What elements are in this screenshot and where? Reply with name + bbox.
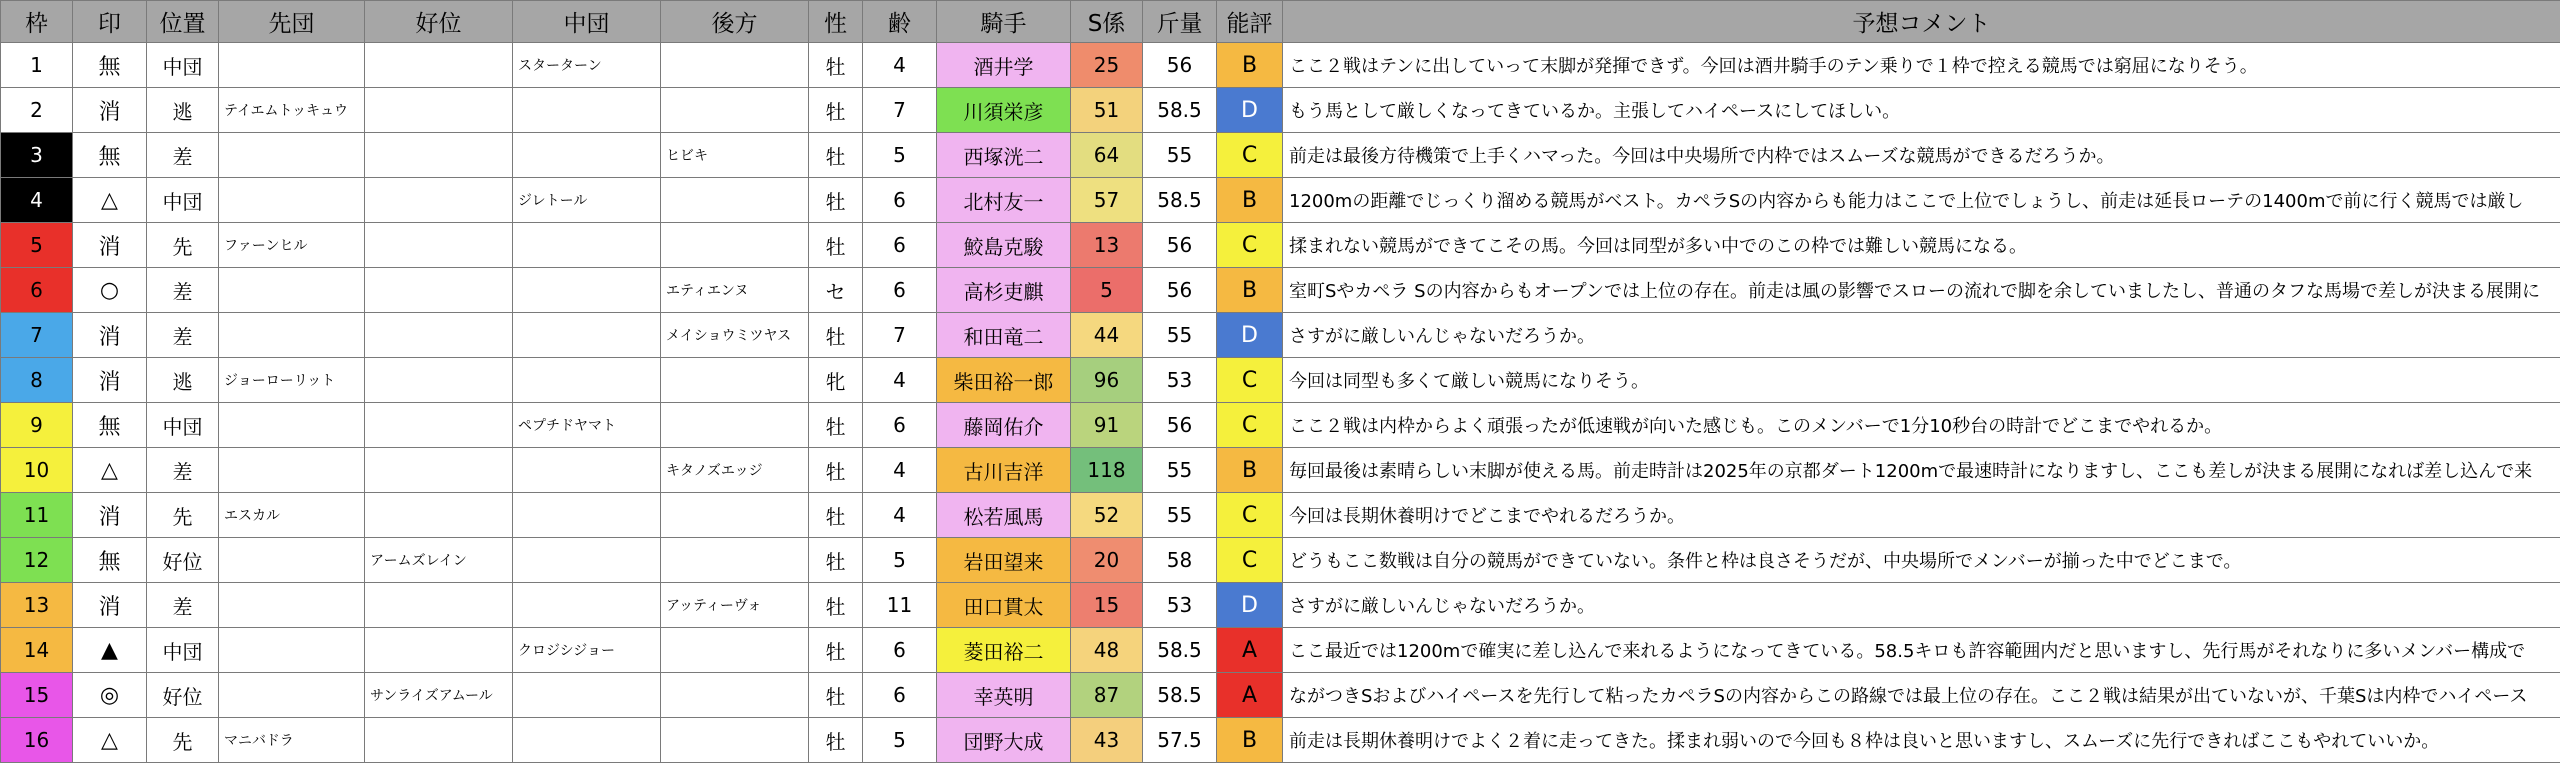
- s-index-cell: 96: [1071, 358, 1143, 403]
- koho-cell: [661, 358, 809, 403]
- sex-cell: 牡: [809, 628, 863, 673]
- age-cell: 5: [863, 538, 937, 583]
- s-index-cell: 64: [1071, 133, 1143, 178]
- s-index-cell: 57: [1071, 178, 1143, 223]
- table-row: [1, 538, 2560, 583]
- weight-cell: 55: [1143, 133, 1217, 178]
- chudan-cell: スターターン: [513, 43, 661, 88]
- koho-cell: [661, 673, 809, 718]
- position-cell: 逃: [147, 88, 219, 133]
- weight-cell: 53: [1143, 358, 1217, 403]
- waku-cell: 9: [1, 403, 73, 448]
- sex-cell: 牝: [809, 358, 863, 403]
- mark-cell: ▲: [73, 628, 147, 673]
- waku-cell: 14: [1, 628, 73, 673]
- koi-cell: [365, 223, 513, 268]
- s-index-cell: 87: [1071, 673, 1143, 718]
- jockey-cell: 田口貫太: [937, 583, 1071, 628]
- comment-cell: ながつきSおよびハイペースを先行して粘ったカペラSの内容からこの路線では最上位の存在。ここ２戦は結果が出ていないが、千葉Sは内枠でハイペース: [1283, 673, 2560, 718]
- age-cell: 11: [863, 583, 937, 628]
- sendan-cell: マニバドラ: [219, 718, 365, 763]
- column-header: 好位: [365, 1, 513, 43]
- age-cell: 6: [863, 178, 937, 223]
- table-row: [1, 133, 2560, 178]
- age-cell: 6: [863, 673, 937, 718]
- column-header: 斤量: [1143, 1, 1217, 43]
- sendan-cell: [219, 673, 365, 718]
- koho-cell: [661, 538, 809, 583]
- age-cell: 7: [863, 313, 937, 358]
- comment-cell: 揉まれない競馬ができてこその馬。今回は同型が多い中でのこの枠では難しい競馬になる。: [1283, 223, 2560, 268]
- jockey-cell: 酒井学: [937, 43, 1071, 88]
- age-cell: 6: [863, 403, 937, 448]
- sex-cell: 牡: [809, 673, 863, 718]
- comment-cell: さすがに厳しいんじゃないだろうか。: [1283, 583, 2560, 628]
- jockey-cell: 高杉吏麒: [937, 268, 1071, 313]
- s-index-cell: 91: [1071, 403, 1143, 448]
- table-row: [1, 628, 2560, 673]
- mark-cell: △: [73, 718, 147, 763]
- jockey-cell: 柴田裕一郎: [937, 358, 1071, 403]
- position-cell: 差: [147, 133, 219, 178]
- column-header: 後方: [661, 1, 809, 43]
- rating-cell: C: [1217, 358, 1283, 403]
- sex-cell: セ: [809, 268, 863, 313]
- koi-cell: [365, 403, 513, 448]
- s-index-cell: 118: [1071, 448, 1143, 493]
- age-cell: 4: [863, 493, 937, 538]
- weight-cell: 53: [1143, 583, 1217, 628]
- table-body: [1, 43, 2560, 763]
- s-index-cell: 48: [1071, 628, 1143, 673]
- comment-cell: ここ最近では1200mで確実に差し込んで来れるようになってきている。58.5キロも許容範囲内だと思いますし、先行馬がそれなりに多いメンバー構成で: [1283, 628, 2560, 673]
- position-cell: 中団: [147, 178, 219, 223]
- chudan-cell: [513, 448, 661, 493]
- sex-cell: 牡: [809, 178, 863, 223]
- age-cell: 5: [863, 718, 937, 763]
- comment-cell: 今回は同型も多くて厳しい競馬になりそう。: [1283, 358, 2560, 403]
- comment-cell: もう馬として厳しくなってきているか。主張してハイペースにしてほしい。: [1283, 88, 2560, 133]
- comment-cell: 今回は長期休養明けでどこまでやれるだろうか。: [1283, 493, 2560, 538]
- jockey-cell: 菱田裕二: [937, 628, 1071, 673]
- koho-cell: アッティーヴォ: [661, 583, 809, 628]
- sex-cell: 牡: [809, 493, 863, 538]
- waku-cell: 8: [1, 358, 73, 403]
- sex-cell: 牡: [809, 223, 863, 268]
- weight-cell: 56: [1143, 223, 1217, 268]
- koi-cell: [365, 718, 513, 763]
- waku-cell: 13: [1, 583, 73, 628]
- waku-cell: 16: [1, 718, 73, 763]
- column-header: 騎手: [937, 1, 1071, 43]
- jockey-cell: 古川吉洋: [937, 448, 1071, 493]
- jockey-cell: 北村友一: [937, 178, 1071, 223]
- sex-cell: 牡: [809, 538, 863, 583]
- waku-cell: 7: [1, 313, 73, 358]
- koho-cell: [661, 223, 809, 268]
- sex-cell: 牡: [809, 88, 863, 133]
- position-cell: 先: [147, 223, 219, 268]
- waku-cell: 5: [1, 223, 73, 268]
- jockey-cell: 岩田望来: [937, 538, 1071, 583]
- mark-cell: 消: [73, 88, 147, 133]
- jockey-cell: 幸英明: [937, 673, 1071, 718]
- column-header: S係: [1071, 1, 1143, 43]
- rating-cell: C: [1217, 538, 1283, 583]
- mark-cell: 消: [73, 583, 147, 628]
- weight-cell: 55: [1143, 313, 1217, 358]
- comment-cell: 前走は最後方待機策で上手くハマった。今回は中央場所で内枠ではスムーズな競馬ができるだろうか。: [1283, 133, 2560, 178]
- chudan-cell: [513, 718, 661, 763]
- position-cell: 中団: [147, 403, 219, 448]
- age-cell: 7: [863, 88, 937, 133]
- table-row: [1, 313, 2560, 358]
- chudan-cell: [513, 268, 661, 313]
- chudan-cell: [513, 358, 661, 403]
- waku-cell: 3: [1, 133, 73, 178]
- sex-cell: 牡: [809, 718, 863, 763]
- rating-cell: B: [1217, 178, 1283, 223]
- chudan-cell: ペプチドヤマト: [513, 403, 661, 448]
- chudan-cell: [513, 88, 661, 133]
- jockey-cell: 西塚洸二: [937, 133, 1071, 178]
- koho-cell: [661, 403, 809, 448]
- koi-cell: [365, 628, 513, 673]
- weight-cell: 58.5: [1143, 88, 1217, 133]
- sendan-cell: [219, 133, 365, 178]
- mark-cell: 消: [73, 493, 147, 538]
- age-cell: 4: [863, 448, 937, 493]
- rating-cell: B: [1217, 268, 1283, 313]
- position-cell: 差: [147, 268, 219, 313]
- position-cell: 好位: [147, 538, 219, 583]
- chudan-cell: [513, 313, 661, 358]
- rating-cell: D: [1217, 88, 1283, 133]
- table-row: [1, 268, 2560, 313]
- rating-cell: C: [1217, 403, 1283, 448]
- koho-cell: エティエンヌ: [661, 268, 809, 313]
- s-index-cell: 52: [1071, 493, 1143, 538]
- mark-cell: 消: [73, 223, 147, 268]
- mark-cell: 無: [73, 538, 147, 583]
- table-row: [1, 43, 2560, 88]
- sendan-cell: [219, 403, 365, 448]
- s-index-cell: 13: [1071, 223, 1143, 268]
- sex-cell: 牡: [809, 43, 863, 88]
- position-cell: 中団: [147, 43, 219, 88]
- mark-cell: 消: [73, 313, 147, 358]
- koho-cell: [661, 628, 809, 673]
- koho-cell: ヒビキ: [661, 133, 809, 178]
- chudan-cell: クロジシジョー: [513, 628, 661, 673]
- weight-cell: 58.5: [1143, 178, 1217, 223]
- position-cell: 先: [147, 718, 219, 763]
- s-index-cell: 15: [1071, 583, 1143, 628]
- mark-cell: ◎: [73, 673, 147, 718]
- koho-cell: メイショウミツヤス: [661, 313, 809, 358]
- mark-cell: 無: [73, 133, 147, 178]
- rating-cell: C: [1217, 133, 1283, 178]
- jockey-cell: 松若風馬: [937, 493, 1071, 538]
- sex-cell: 牡: [809, 313, 863, 358]
- table-row: [1, 88, 2560, 133]
- sex-cell: 牡: [809, 403, 863, 448]
- table-row: [1, 448, 2560, 493]
- position-cell: 先: [147, 493, 219, 538]
- rating-cell: B: [1217, 718, 1283, 763]
- age-cell: 6: [863, 223, 937, 268]
- column-header: 印: [73, 1, 147, 43]
- column-header: 性: [809, 1, 863, 43]
- comment-cell: どうもここ数戦は自分の競馬ができていない。条件と枠は良さそうだが、中央場所でメンバーが揃った中でどこまで。: [1283, 538, 2560, 583]
- sendan-cell: [219, 313, 365, 358]
- rating-cell: D: [1217, 313, 1283, 358]
- rating-cell: D: [1217, 583, 1283, 628]
- weight-cell: 56: [1143, 43, 1217, 88]
- weight-cell: 57.5: [1143, 718, 1217, 763]
- koi-cell: [365, 178, 513, 223]
- sendan-cell: ジョーローリット: [219, 358, 365, 403]
- koi-cell: [365, 313, 513, 358]
- column-header: 能評: [1217, 1, 1283, 43]
- table-row: [1, 358, 2560, 403]
- table-row: [1, 718, 2560, 763]
- chudan-cell: [513, 583, 661, 628]
- waku-cell: 4: [1, 178, 73, 223]
- koi-cell: [365, 358, 513, 403]
- rating-cell: C: [1217, 223, 1283, 268]
- comment-cell: 前走は長期休養明けでよく２着に走ってきた。揉まれ弱いので今回も８枠は良いと思いますし、スムーズに先行できればここもやれていいか。: [1283, 718, 2560, 763]
- sex-cell: 牡: [809, 133, 863, 178]
- koi-cell: [365, 493, 513, 538]
- sendan-cell: ファーンヒル: [219, 223, 365, 268]
- koho-cell: [661, 43, 809, 88]
- comment-cell: ここ２戦は内枠からよく頑張ったが低速戦が向いた感じも。このメンバーで1分10秒台の時計でどこまでやれるか。: [1283, 403, 2560, 448]
- table-row: [1, 178, 2560, 223]
- position-cell: 中団: [147, 628, 219, 673]
- koho-cell: [661, 88, 809, 133]
- waku-cell: 10: [1, 448, 73, 493]
- s-index-cell: 20: [1071, 538, 1143, 583]
- koi-cell: サンライズアムール: [365, 673, 513, 718]
- table-row: [1, 493, 2560, 538]
- table-row: [1, 673, 2560, 718]
- comment-cell: 1200mの距離でじっくり溜める競馬がベスト。カペラSの内容からも能力はここで上位でしょうし、前走は延長ローテの1400mで前に行く競馬では厳し: [1283, 178, 2560, 223]
- rating-cell: B: [1217, 43, 1283, 88]
- sendan-cell: [219, 178, 365, 223]
- weight-cell: 58: [1143, 538, 1217, 583]
- sendan-cell: [219, 268, 365, 313]
- waku-cell: 15: [1, 673, 73, 718]
- jockey-cell: 藤岡佑介: [937, 403, 1071, 448]
- jockey-cell: 団野大成: [937, 718, 1071, 763]
- chudan-cell: [513, 538, 661, 583]
- weight-cell: 58.5: [1143, 673, 1217, 718]
- chudan-cell: [513, 673, 661, 718]
- weight-cell: 56: [1143, 268, 1217, 313]
- koi-cell: [365, 43, 513, 88]
- position-cell: 逃: [147, 358, 219, 403]
- mark-cell: 無: [73, 403, 147, 448]
- waku-cell: 2: [1, 88, 73, 133]
- s-index-cell: 51: [1071, 88, 1143, 133]
- sex-cell: 牡: [809, 448, 863, 493]
- sendan-cell: [219, 538, 365, 583]
- s-index-cell: 25: [1071, 43, 1143, 88]
- column-header: 枠: [1, 1, 73, 43]
- mark-cell: 消: [73, 358, 147, 403]
- column-header: 中団: [513, 1, 661, 43]
- sex-cell: 牡: [809, 583, 863, 628]
- jockey-cell: 川須栄彦: [937, 88, 1071, 133]
- position-cell: 差: [147, 583, 219, 628]
- sendan-cell: [219, 448, 365, 493]
- rating-cell: A: [1217, 673, 1283, 718]
- rating-cell: A: [1217, 628, 1283, 673]
- koi-cell: [365, 133, 513, 178]
- age-cell: 5: [863, 133, 937, 178]
- column-header: 先団: [219, 1, 365, 43]
- weight-cell: 56: [1143, 403, 1217, 448]
- rating-cell: B: [1217, 448, 1283, 493]
- header-row: [1, 1, 2560, 43]
- column-header: 齢: [863, 1, 937, 43]
- comment-cell: 室町Sやカペラ Sの内容からもオープンでは上位の存在。前走は風の影響でスローの流れで脚を余していましたし、普通のタフな馬場で差しが決まる展開に: [1283, 268, 2560, 313]
- position-cell: 差: [147, 313, 219, 358]
- jockey-cell: 和田竜二: [937, 313, 1071, 358]
- column-header: 位置: [147, 1, 219, 43]
- age-cell: 4: [863, 358, 937, 403]
- weight-cell: 58.5: [1143, 628, 1217, 673]
- mark-cell: 無: [73, 43, 147, 88]
- position-cell: 好位: [147, 673, 219, 718]
- table-row: [1, 223, 2560, 268]
- mark-cell: △: [73, 178, 147, 223]
- table-row: [1, 583, 2560, 628]
- koi-cell: [365, 88, 513, 133]
- waku-cell: 1: [1, 43, 73, 88]
- comment-cell: さすがに厳しいんじゃないだろうか。: [1283, 313, 2560, 358]
- waku-cell: 12: [1, 538, 73, 583]
- koho-cell: [661, 718, 809, 763]
- s-index-cell: 44: [1071, 313, 1143, 358]
- koi-cell: [365, 583, 513, 628]
- koi-cell: [365, 448, 513, 493]
- waku-cell: 6: [1, 268, 73, 313]
- table-row: [1, 403, 2560, 448]
- sendan-cell: [219, 583, 365, 628]
- weight-cell: 55: [1143, 448, 1217, 493]
- age-cell: 4: [863, 43, 937, 88]
- chudan-cell: [513, 493, 661, 538]
- sendan-cell: エスカル: [219, 493, 365, 538]
- chudan-cell: [513, 223, 661, 268]
- waku-cell: 11: [1, 493, 73, 538]
- mark-cell: ○: [73, 268, 147, 313]
- age-cell: 6: [863, 628, 937, 673]
- sendan-cell: [219, 628, 365, 673]
- rating-cell: C: [1217, 493, 1283, 538]
- koho-cell: [661, 493, 809, 538]
- weight-cell: 55: [1143, 493, 1217, 538]
- chudan-cell: ジレトール: [513, 178, 661, 223]
- s-index-cell: 43: [1071, 718, 1143, 763]
- s-index-cell: 5: [1071, 268, 1143, 313]
- comment-cell: ここ２戦はテンに出していって末脚が発揮できず。今回は酒井騎手のテン乗りで１枠で控える競馬では窮屈になりそう。: [1283, 43, 2560, 88]
- sendan-cell: テイエムトッキュウ: [219, 88, 365, 133]
- koi-cell: アームズレイン: [365, 538, 513, 583]
- comment-cell: 毎回最後は素晴らしい末脚が使える馬。前走時計は2025年の京都ダート1200mで最速時計になりますし、ここも差しが決まる展開になれば差し込んで来: [1283, 448, 2560, 493]
- koho-cell: キタノズエッジ: [661, 448, 809, 493]
- jockey-cell: 鮫島克駿: [937, 223, 1071, 268]
- column-header: 予想コメント: [1283, 1, 2560, 43]
- position-cell: 差: [147, 448, 219, 493]
- mark-cell: △: [73, 448, 147, 493]
- age-cell: 6: [863, 268, 937, 313]
- koi-cell: [365, 268, 513, 313]
- chudan-cell: [513, 133, 661, 178]
- koho-cell: [661, 178, 809, 223]
- sendan-cell: [219, 43, 365, 88]
